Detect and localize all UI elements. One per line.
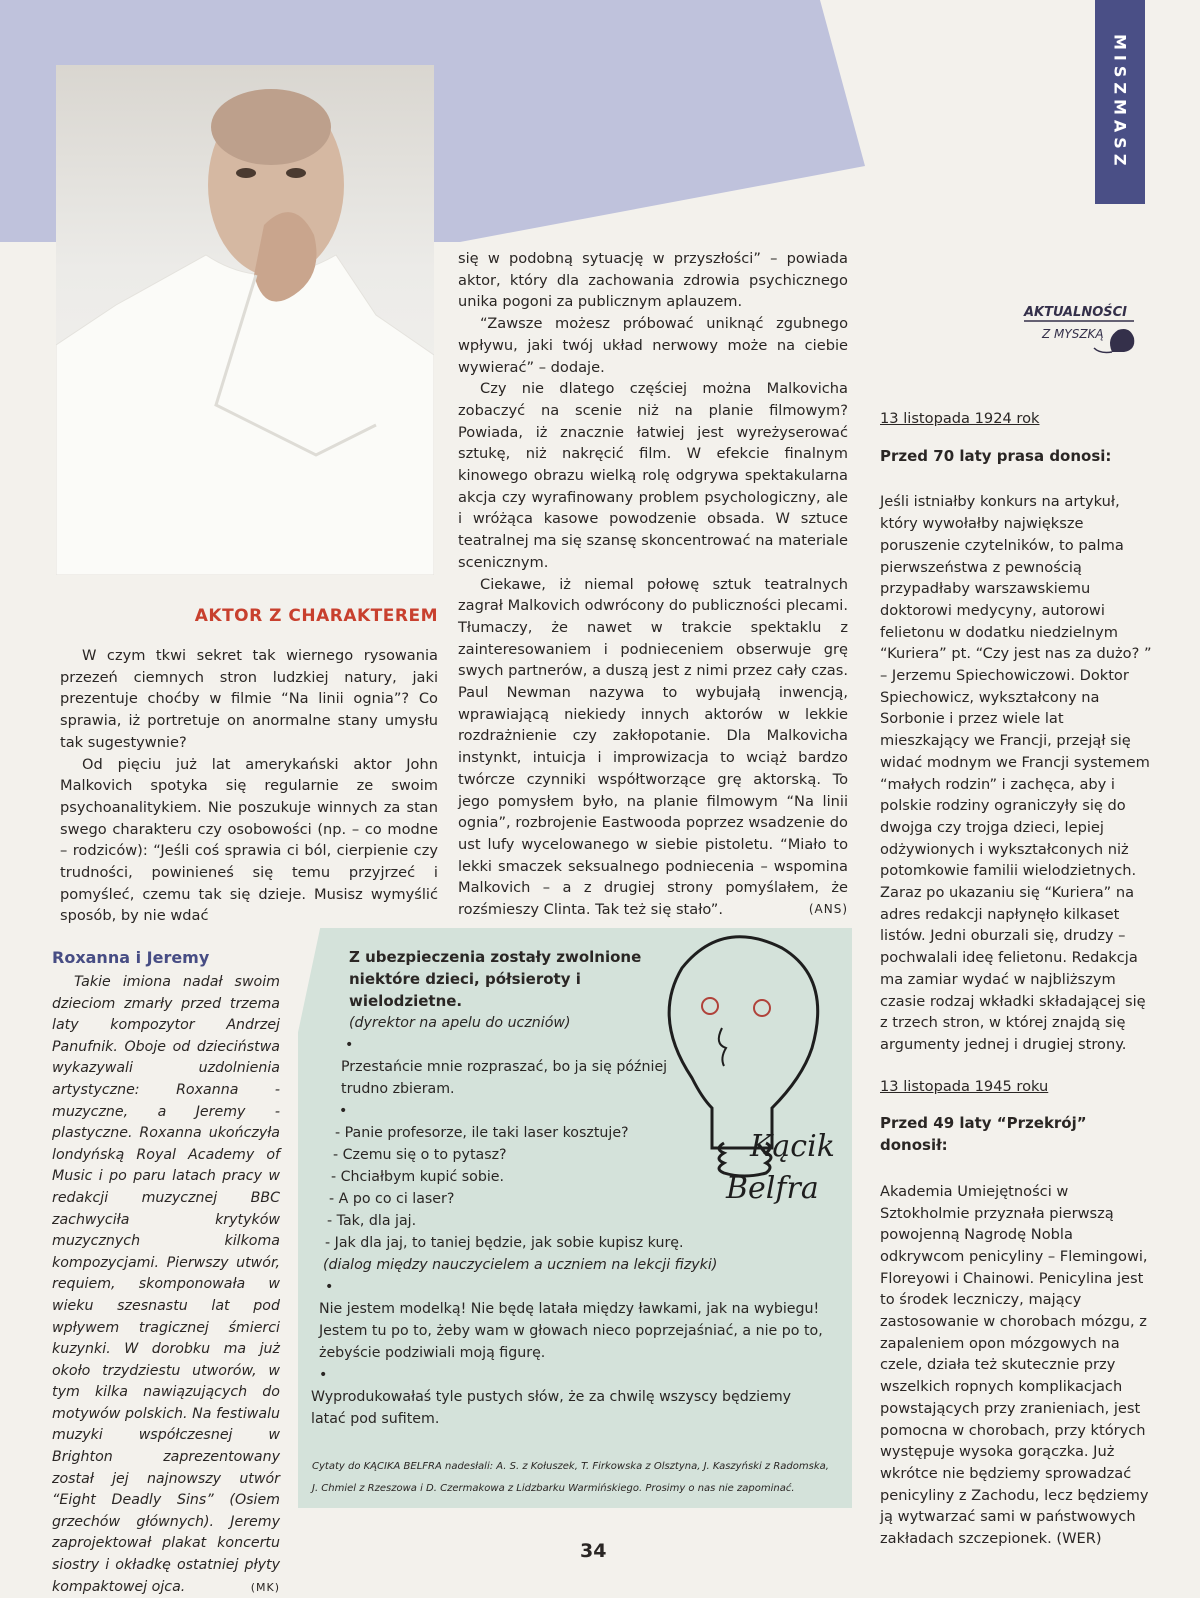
kacik-quote-1-attribution: (dyrektor na apelu do uczniów)	[349, 1015, 571, 1031]
actor-photo	[56, 65, 434, 575]
page-number: 34	[580, 1540, 607, 1562]
roxanna-title: Roxanna i Jeremy	[52, 948, 210, 967]
kacik-quote-4: Wyprodukowałaś tyle pustych słów, że za chwilę wszyscy będziemy latać pod sufitem.	[311, 1389, 792, 1427]
kacik-quote-2: Przestańcie mnie rozpraszać, bo ja się później trudno zbieram.	[341, 1059, 668, 1097]
article-paragraph: się w podobną sytuację w przyszłości” – powiada aktor, który dla zachowania zdrowia psychicznego unika pogoni za publicznym aplauzem.	[458, 250, 848, 311]
kacik-brand-line2: Belfra	[726, 1171, 819, 1206]
article-paragraph: “Zawsze możesz próbować uniknąć zgubnego wpływu, jaki twój układ nerwowy może na ciebie wywierać” – dodaje.	[458, 315, 848, 376]
kacik-quote-3: Nie jestem modelką! Nie będę latała między ławkami, jak na wybiegu! Jestem tu po to, żeby wam w głowach nieco poprzejaśniać, a nie po to, żebyście podziwiali moją figurę.	[319, 1301, 823, 1361]
mouse-icon	[1110, 329, 1134, 352]
kacik-separator: •	[325, 1279, 334, 1295]
news-signature: (WER)	[1056, 1530, 1102, 1548]
news-subheading-2: Przed 49 laty “Przekrój” donosił:	[880, 1114, 1087, 1155]
logo-line1: AKTUALNOŚCI	[1024, 305, 1127, 320]
kacik-separator: •	[345, 1037, 354, 1053]
article-headline: AKTOR Z CHARAKTEREM	[194, 606, 438, 626]
kacik-separator: •	[319, 1367, 328, 1383]
dialog-line: - Chciałbym kupić sobie.	[331, 1169, 505, 1185]
dialog-line: - Panie profesorze, ile taki laser kosztuje?	[335, 1125, 629, 1141]
roxanna-article	[52, 972, 280, 1598]
news-text-1: Jeśli istniałby konkurs na artykuł, który wywołałby największe poruszenie czytelników, to palma pierwszeństwa z pewnością przypadłaby warszawskiemu doktorowi medycyny, autorowi felietonu w dodatku niedzielnym “Kuriera” pt. “Czy jest nas za dużo? ” – Jerzemu Spiechowiczowi. Doktor Spiechowicz, wykształcony na Sorbonie i przez wiele lat mieszkający we Francji, przejął się widać modnym we Francji systemem “małych rodzin” i zachęca, aby i polskie rodziny ograniczyły się do dwojga czy trojga dzieci, lepiej odżywionych i wykształconych niż potomkowie familii wielodzietnych. Zaraz po ukazaniu się “Kuriera” na adres redakcji napłynęło kilkaset listów. Jedni oburzali się, drudzy – pochwalali ideę felietonu. Redakcja ma zamiar wydać w najbliższym czasie rodzaj wkładki składającej się z trzech stron, w której znajdą się argumenty jednej i drugiej strony.	[880, 493, 1152, 1053]
article-paragraph: W czym tkwi sekret tak wiernego rysowania przezeń ciemnych stron ludzkiej natury, jaki prezentuje choćby w filmie “Na linii ognia”? Co sprawia, iż portretuje on anormalne stany umysłu tak sugestywnie?	[60, 647, 438, 751]
roxanna-text: Takie imiona nadał swoim dzieciom zmarły przed trzema laty kompozytor Andrzej Panufnik. Oboje od dzieciństwa wykazywali uzdolnienia artystyczne: Roxanna - muzyczne, a Jeremy - plastyczne. Roxanna ukończyła londyńską Royal Academy of Music i po paru latach pracy w redakcji muzycznej BBC zachwyciła krytyków muzycznych kilkoma kompozycjami. Pierwszy utwór, requiem, skomponowała w wieku szesnastu lat pod wpływem tragicznej śmierci kuzynki. W dorobku ma już około trzydziestu utworów, w tym kilka nawiązujących do motywów polskich. Na festiwalu muzyki współczesnej w Brighton zaprezentowany został jej najnowszy utwór “Eight Deadly Sins” (Osiem grzechów głównych). Jeremy zaprojektował plakat koncertu siostry i okładkę ostatniej płyty kompaktowej ojca.	[52, 974, 280, 1595]
section-tab	[1095, 0, 1145, 204]
article-column-2	[458, 248, 848, 921]
dialog-line: - A po co ci laser?	[329, 1191, 455, 1207]
kacik-belfra-quotes	[305, 946, 825, 1430]
dialog-line: - Jak dla jaj, to taniej będzie, jak sobie kupisz kurę.	[325, 1235, 684, 1251]
section-tab-label: MISZMASZ	[1110, 33, 1130, 171]
news-date-2: 13 listopada 1945 roku	[880, 1077, 1049, 1095]
article-column-1	[60, 645, 438, 927]
dialog-line: - Czemu się o to pytasz?	[333, 1147, 507, 1163]
article-paragraph: Od pięciu już lat amerykański aktor John Malkovich spotyka się regularnie ze swoim psychoanalitykiem. Nie poszukuje winnych za stan swego charakteru czy osobowości (np. – co modne – rodziców): “Jeśli coś sprawia ci ból, cierpienie czy trudności, powinieneś się temu przyjrzeć i pomyśleć, czemu tak się dzieje. Musisz wymyślić sposób, by nie wdać	[60, 755, 438, 925]
aktualnosci-mouse-logo	[1020, 296, 1140, 366]
kacik-credits: Cytaty do KĄCIKA BELFRA nadesłali: A. S. z Kołuszek, T. Firkowska z Olsztyna, J. Kaszyński z Radomska, J. Chmiel z Rzeszowa i D. Czermakowa z Lidzbarku Warmińskiego. Prosimy o nas nie zapominać.	[312, 1461, 829, 1494]
kacik-dialog	[323, 1122, 825, 1276]
article-paragraph: Czy nie dlatego częściej można Malkovicha zobaczyć na scenie niż na planie filmowym? Powiada, iż znacznie łatwiej jest wyreżyserować sztukę, niż nakręcić film. W efekcie finalnym kinowego obrazu wielką rolę odgrywa spektakularna akcja czy wyrafinowany problem psychologiczny, ale i wróżąca kasowe powodzenie obsada. W sztuce teatralnej ma się szansę skoncentrować na materiale scenicznym.	[458, 380, 848, 571]
news-column	[880, 408, 1156, 1550]
kacik-dialog-attribution: (dialog między nauczycielem a uczniem na lekcji fizyki)	[323, 1257, 718, 1273]
roxanna-signature: (MK)	[250, 1580, 280, 1594]
news-date-1: 13 listopada 1924 rok	[880, 410, 1040, 427]
article-signature: (ANS)	[808, 902, 848, 917]
dialog-line: - Tak, dla jaj.	[327, 1213, 417, 1229]
news-text-2: Akademia Umiejętności w Sztokholmie przyznała pierwszą powojenną Nagrodę Nobla odkrywcom penicyliny – Flemingowi, Floreyowi i Chainowi. Penicylina jest to środek leczniczy, mający zastosowanie w chorobach mózgu, z zapaleniem opon mózgowych na czele, działa też skutecznie przy wszelkich ropnych komplikacjach powstających przy zranieniach, jest pomocna w chorobach, przy których występuje wysoka gorączka. Już wkrótce nie będziemy sprowadzać penicyliny z Zachodu, lecz będziemy ją wytwarzać sami w państwowych zakładach szczepionek. (WER)	[880, 1182, 1149, 1548]
news-subheading-1: Przed 70 laty prasa donosi:	[880, 446, 1112, 465]
article-paragraph: Ciekawe, iż niemal połowę sztuk teatralnych zagrał Malkovich odwrócony do publiczności plecami. Tłumaczy, że nawet w trakcie spektaklu z zainteresowaniem i podnieceniem obserwuje grę swych partnerów, a duszą jest z nimi przez cały czas. Paul Newman nazywa to wybujałą inwencją, wprawiającą niekiedy innych aktorów w lekkie rozdrażnienie czy zakłopotanie. Dla Malkovicha instynkt, intuicja i improwizacja to wciąż bardzo twórcze czynniki współtworzące grę aktorską. To jego pomysłem było, na planie filmowym “Na linii ognia”, rozbrojenie Eastwooda poprzez wsadzenie do ust lufy wycelowanego w siebie pistoletu. “Miało to lekki smaczek seksualnego podniecenia – wspomina Malkovich – a z drugiej strony pomyślałem, że rozśmieszy Clinta. Tak też się stało”. (ANS)	[458, 574, 848, 921]
kacik-separator: •	[339, 1103, 348, 1119]
logo-line2: Z MYSZKĄ	[1042, 327, 1104, 341]
kacik-quote-1: Z ubezpieczenia zostały zwolnione niektóre dzieci, półsieroty i wielodzietne.	[349, 948, 642, 1010]
kacik-brand-line1: Kącik	[750, 1129, 835, 1164]
